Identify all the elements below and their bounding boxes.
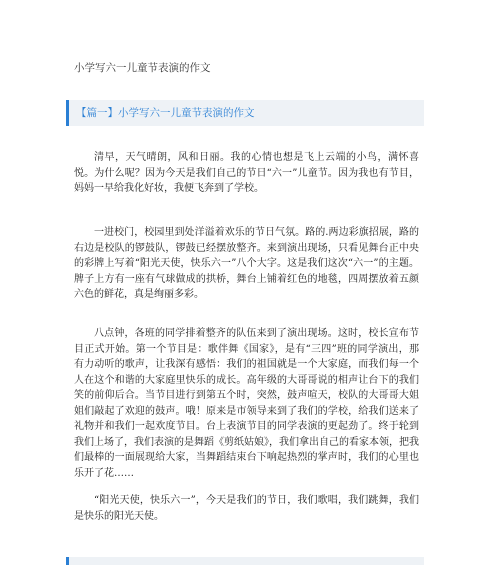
paragraph-4: “阳光天使，快乐六一”，今天是我们的节日，我们歌唱，我们跳舞，我们是快乐的阳光天使。 xyxy=(74,495,419,522)
next-section-header xyxy=(66,557,424,565)
paragraph-3: 八点钟，各班的同学排着整齐的队伍来到了演出现场。这时，校长宣布节目正式开始。第一个节目是：歌伴舞《国家》，是有“三四”班的同学演出，那有力动听的歌声，让我深有感悟：我们的祖国就是一个大家庭，而我们每一个人在这个和谐的大家庭里快乐的成长。高年级的大哥哥说的相声让台下的我们笑的前仰后合。当节目进行到第五个时，突然，鼓声喧天，校队的大哥哥大姐姐们敲起了欢迎的鼓声。哦！原来是市领导来到了我们的学校，给我们送来了礼物并和我们一起欢度节目。台上表演节目的同学表演的更起劲了。终于轮到我们上场了，我们表演的是舞蹈《剪纸姑娘》，我们拿出自己的看家本领，把我们最棒的一面展现给大家，当舞蹈结束台下响起热烈的掌声时，我们的心里也乐开了花…… xyxy=(74,328,419,479)
document-title: 小学写六一儿童节表演的作文 xyxy=(74,62,211,74)
section-header xyxy=(66,100,424,126)
paragraph-2: 一进校门，校园里到处洋溢着欢乐的节日气氛。路的.两边彩旗招展，路的右边是校队的锣鼓队，锣鼓已经摆放整齐。来到演出现场，只看见舞台正中央的彩牌上写着“阳光天使，快乐六一”八个大字。这是我们这次“六一”的主题。牌子上方有一座有气球做成的拱桥，舞台上铺着红色的地毯，四周摆放着五颜六色的鲜花，真是绚丽多彩。 xyxy=(74,227,419,300)
paragraph-1: 清早，天气晴朗，风和日丽。我的心情也想是飞上云端的小鸟，满怀喜悦。为什么呢？因为今天是我们自己的节日“六一”儿童节。因为我也有节目，妈妈一早给我化好妆，我便飞奔到了学校。 xyxy=(74,152,419,194)
section-title: 【篇一】小学写六一儿童节表演的作文 xyxy=(76,107,255,119)
